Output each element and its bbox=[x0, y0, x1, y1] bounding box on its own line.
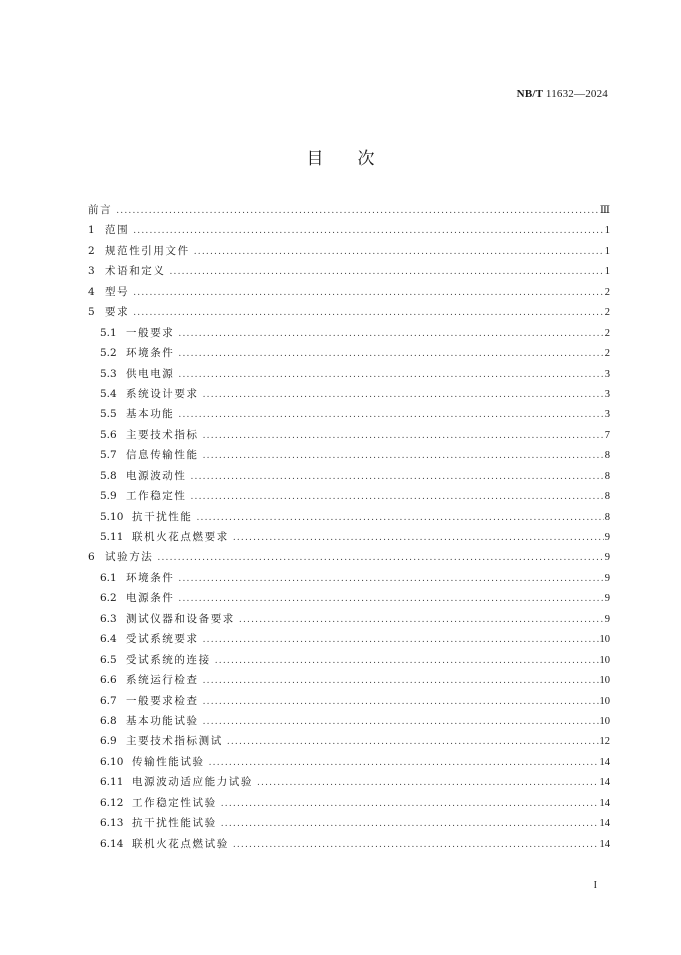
toc-entry[interactable] bbox=[88, 261, 610, 281]
toc-dot-leader bbox=[203, 385, 604, 405]
toc-entry-page: 8 bbox=[604, 470, 610, 482]
toc-entry[interactable] bbox=[88, 323, 610, 343]
toc-entry-number: 5 bbox=[88, 306, 95, 319]
toc-entry-title: 抗干扰性能 bbox=[132, 510, 193, 523]
toc-entry-page: 1 bbox=[604, 266, 610, 278]
toc-dot-leader bbox=[133, 303, 604, 323]
toc-entry[interactable] bbox=[88, 404, 610, 424]
toc-entry-number: 6.3 bbox=[100, 612, 117, 625]
page-title: 目次 bbox=[306, 149, 409, 169]
toc-entry-title: 电源波动性 bbox=[126, 469, 187, 482]
toc-dot-leader bbox=[239, 610, 604, 630]
toc-entry-page: 9 bbox=[604, 532, 610, 543]
toc-entry[interactable] bbox=[88, 220, 610, 240]
toc-entry-title: 环境条件 bbox=[126, 571, 175, 584]
toc-dot-leader bbox=[194, 242, 604, 262]
toc-entry-page: 10 bbox=[599, 675, 610, 687]
toc-entry[interactable] bbox=[88, 588, 610, 608]
toc-entry-number: 6.12 bbox=[100, 796, 124, 809]
toc-entry-number: 5.4 bbox=[100, 387, 117, 400]
toc-dot-leader bbox=[233, 528, 604, 548]
toc-dot-leader bbox=[178, 365, 603, 385]
toc-dot-leader bbox=[178, 344, 603, 364]
toc-entry-title: 系统设计要求 bbox=[126, 387, 199, 400]
toc-entry-page: 12 bbox=[599, 736, 610, 748]
toc-entry-page: 2 bbox=[604, 327, 610, 339]
toc-entry[interactable] bbox=[88, 466, 610, 486]
standard-number: 11632—2024 bbox=[545, 88, 608, 100]
toc-dot-leader bbox=[178, 324, 603, 344]
toc-entry-page: Ⅲ bbox=[599, 205, 610, 216]
toc-entry[interactable] bbox=[88, 527, 610, 547]
toc-entry-number: 6.10 bbox=[100, 755, 124, 768]
toc-dot-leader bbox=[257, 773, 599, 793]
toc-entry-title: 基本功能试验 bbox=[126, 714, 199, 727]
toc-entry[interactable] bbox=[88, 343, 610, 363]
toc-dot-leader bbox=[178, 589, 603, 609]
toc-entry-number: 5.2 bbox=[100, 347, 117, 360]
toc-entry-page: 1 bbox=[604, 245, 610, 257]
toc-dot-leader bbox=[116, 201, 599, 221]
toc-entry-number: 5.7 bbox=[100, 449, 117, 462]
toc-entry[interactable] bbox=[88, 486, 610, 506]
toc-entry[interactable] bbox=[88, 772, 610, 792]
toc-entry-title: 主要技术指标 bbox=[126, 428, 199, 441]
toc-entry[interactable] bbox=[88, 731, 610, 751]
toc-dot-leader bbox=[178, 569, 603, 589]
toc-entry[interactable] bbox=[88, 834, 610, 854]
toc-entry-number: 6 bbox=[88, 551, 95, 564]
toc-entry-number: 5.11 bbox=[100, 531, 124, 543]
toc-entry[interactable] bbox=[88, 302, 610, 322]
toc-entry-title: 主要技术指标测试 bbox=[126, 735, 223, 748]
toc-entry-page: 14 bbox=[599, 818, 610, 830]
toc-entry-title: 范围 bbox=[105, 224, 130, 237]
toc-dot-leader bbox=[209, 753, 599, 773]
toc-entry-title: 试验方法 bbox=[105, 551, 154, 564]
standard-prefix: NB/T bbox=[516, 88, 543, 100]
toc-entry-title: 规范性引用文件 bbox=[105, 244, 190, 257]
toc-entry-number: 1 bbox=[88, 224, 95, 237]
toc-entry-number: 6.9 bbox=[100, 735, 117, 748]
toc-entry-number: 4 bbox=[88, 285, 95, 298]
toc-entry-title: 联机火花点燃要求 bbox=[132, 531, 229, 543]
toc-entry-page: 14 bbox=[599, 797, 610, 809]
toc-dot-leader bbox=[203, 712, 599, 732]
toc-entry-page: 2 bbox=[604, 348, 610, 360]
toc-entry[interactable] bbox=[88, 384, 610, 404]
toc-entry-title: 一般要求 bbox=[126, 326, 175, 339]
toc-entry-title: 环境条件 bbox=[126, 347, 175, 360]
toc-entry-title: 一般要求检查 bbox=[126, 694, 199, 707]
toc-entry-number: 5.1 bbox=[100, 326, 117, 339]
toc-entry-title: 型号 bbox=[105, 285, 130, 298]
toc-entry-number: 2 bbox=[88, 244, 95, 257]
toc-dot-leader bbox=[157, 548, 603, 568]
toc-entry-title: 受试系统要求 bbox=[126, 633, 199, 646]
toc-entry-page: 9 bbox=[604, 552, 610, 564]
toc-entry[interactable] bbox=[88, 507, 610, 527]
toc-dot-leader bbox=[203, 446, 604, 466]
toc-entry-title: 工作稳定性试验 bbox=[132, 796, 217, 809]
page-number: I bbox=[593, 880, 597, 891]
toc-dot-leader bbox=[178, 405, 603, 425]
toc-entry-number: 5.5 bbox=[100, 408, 117, 421]
toc-dot-leader bbox=[203, 692, 599, 712]
toc-entry-page: 8 bbox=[604, 491, 610, 503]
toc-dot-leader bbox=[227, 732, 599, 752]
toc-entry-title: 前言 bbox=[88, 204, 113, 216]
toc-entry-title: 传输性能试验 bbox=[132, 755, 205, 768]
toc-entry-page: 9 bbox=[604, 613, 610, 625]
toc-entry-title: 测试仪器和设备要求 bbox=[126, 612, 235, 625]
toc-entry-page: 3 bbox=[604, 368, 610, 380]
toc-entry-title: 信息传输性能 bbox=[126, 449, 199, 462]
toc-entry-page: 10 bbox=[599, 715, 610, 727]
toc-entry-title: 抗干扰性能试验 bbox=[132, 817, 217, 830]
toc-entry-number: 6.4 bbox=[100, 633, 117, 646]
toc-entry-page: 14 bbox=[599, 838, 610, 850]
toc-entry[interactable] bbox=[88, 200, 610, 220]
toc-entry[interactable] bbox=[88, 568, 610, 588]
toc-entry-number: 6.11 bbox=[100, 776, 124, 789]
toc-entry[interactable] bbox=[88, 241, 610, 261]
toc-dot-leader bbox=[133, 283, 604, 303]
toc-entry[interactable] bbox=[88, 813, 610, 833]
toc-entry[interactable] bbox=[88, 282, 610, 302]
toc-entry-title: 工作稳定性 bbox=[126, 490, 187, 503]
toc-entry-number: 6.6 bbox=[100, 674, 117, 687]
toc-entry-page: 3 bbox=[604, 388, 610, 400]
toc-entry-page: 10 bbox=[599, 654, 610, 666]
toc-entry-title: 受试系统的连接 bbox=[126, 653, 211, 666]
toc-entry-page: 8 bbox=[604, 450, 610, 462]
toc-entry[interactable] bbox=[88, 670, 610, 690]
toc-entry-page: 9 bbox=[604, 572, 610, 584]
toc-entry-page: 10 bbox=[599, 695, 610, 707]
toc-entry-title: 术语和定义 bbox=[105, 265, 166, 278]
toc-dot-leader bbox=[191, 487, 604, 507]
toc-dot-leader bbox=[170, 262, 604, 282]
toc-entry-title: 要求 bbox=[105, 306, 130, 319]
toc-dot-leader bbox=[197, 508, 604, 528]
toc-entry-page: 2 bbox=[604, 307, 610, 319]
toc-entry[interactable] bbox=[88, 547, 610, 567]
toc-dot-leader bbox=[203, 671, 599, 691]
toc-dot-leader bbox=[221, 794, 599, 814]
toc-entry-page: 14 bbox=[599, 777, 610, 789]
toc-entry-number: 6.8 bbox=[100, 714, 117, 727]
toc-entry-title: 供电电源 bbox=[126, 367, 175, 380]
toc-entry-title: 系统运行检查 bbox=[126, 674, 199, 687]
toc-entry[interactable] bbox=[88, 691, 610, 711]
toc-entry-number: 5.10 bbox=[100, 510, 124, 523]
toc-entry[interactable] bbox=[88, 364, 610, 384]
toc-entry[interactable] bbox=[88, 711, 610, 731]
toc-dot-leader bbox=[191, 467, 604, 487]
toc-dot-leader bbox=[203, 426, 604, 446]
toc-entry-page: 14 bbox=[599, 756, 610, 768]
toc-dot-leader bbox=[203, 630, 599, 650]
toc-entry-number: 5.9 bbox=[100, 490, 117, 503]
toc-entry[interactable] bbox=[88, 650, 610, 670]
toc-entry-page: 1 bbox=[604, 225, 610, 237]
toc-entry-title: 联机火花点燃试验 bbox=[132, 837, 229, 850]
toc-entry[interactable] bbox=[88, 752, 610, 772]
table-of-contents bbox=[88, 200, 610, 854]
toc-entry[interactable] bbox=[88, 445, 610, 465]
standard-code bbox=[517, 88, 608, 100]
toc-entry-number: 6.14 bbox=[100, 837, 124, 850]
toc-entry[interactable] bbox=[88, 629, 610, 649]
toc-dot-leader bbox=[215, 651, 599, 671]
toc-entry-number: 5.6 bbox=[100, 428, 117, 441]
toc-entry-page: 3 bbox=[604, 409, 610, 421]
toc-entry[interactable] bbox=[88, 425, 610, 445]
toc-entry-number: 6.7 bbox=[100, 694, 117, 707]
toc-entry-page: 8 bbox=[604, 511, 610, 523]
toc-entry[interactable] bbox=[88, 609, 610, 629]
toc-entry-number: 6.2 bbox=[100, 592, 117, 605]
toc-dot-leader bbox=[221, 814, 599, 834]
toc-entry-number: 5.8 bbox=[100, 469, 117, 482]
toc-entry-number: 6.13 bbox=[100, 817, 124, 830]
toc-entry-title: 电源波动适应能力试验 bbox=[132, 776, 253, 789]
toc-entry-number: 5.3 bbox=[100, 367, 117, 380]
toc-entry-title: 基本功能 bbox=[126, 408, 175, 421]
toc-entry-number: 3 bbox=[88, 265, 95, 278]
toc-dot-leader bbox=[233, 835, 599, 855]
toc-entry-page: 2 bbox=[604, 286, 610, 298]
toc-dot-leader bbox=[133, 221, 604, 241]
toc-entry-page: 10 bbox=[599, 634, 610, 646]
toc-entry[interactable] bbox=[88, 793, 610, 813]
toc-entry-title: 电源条件 bbox=[126, 592, 175, 605]
toc-entry-number: 6.5 bbox=[100, 653, 117, 666]
toc-entry-page: 7 bbox=[604, 429, 610, 441]
toc-entry-number: 6.1 bbox=[100, 571, 117, 584]
toc-entry-page: 9 bbox=[604, 593, 610, 605]
